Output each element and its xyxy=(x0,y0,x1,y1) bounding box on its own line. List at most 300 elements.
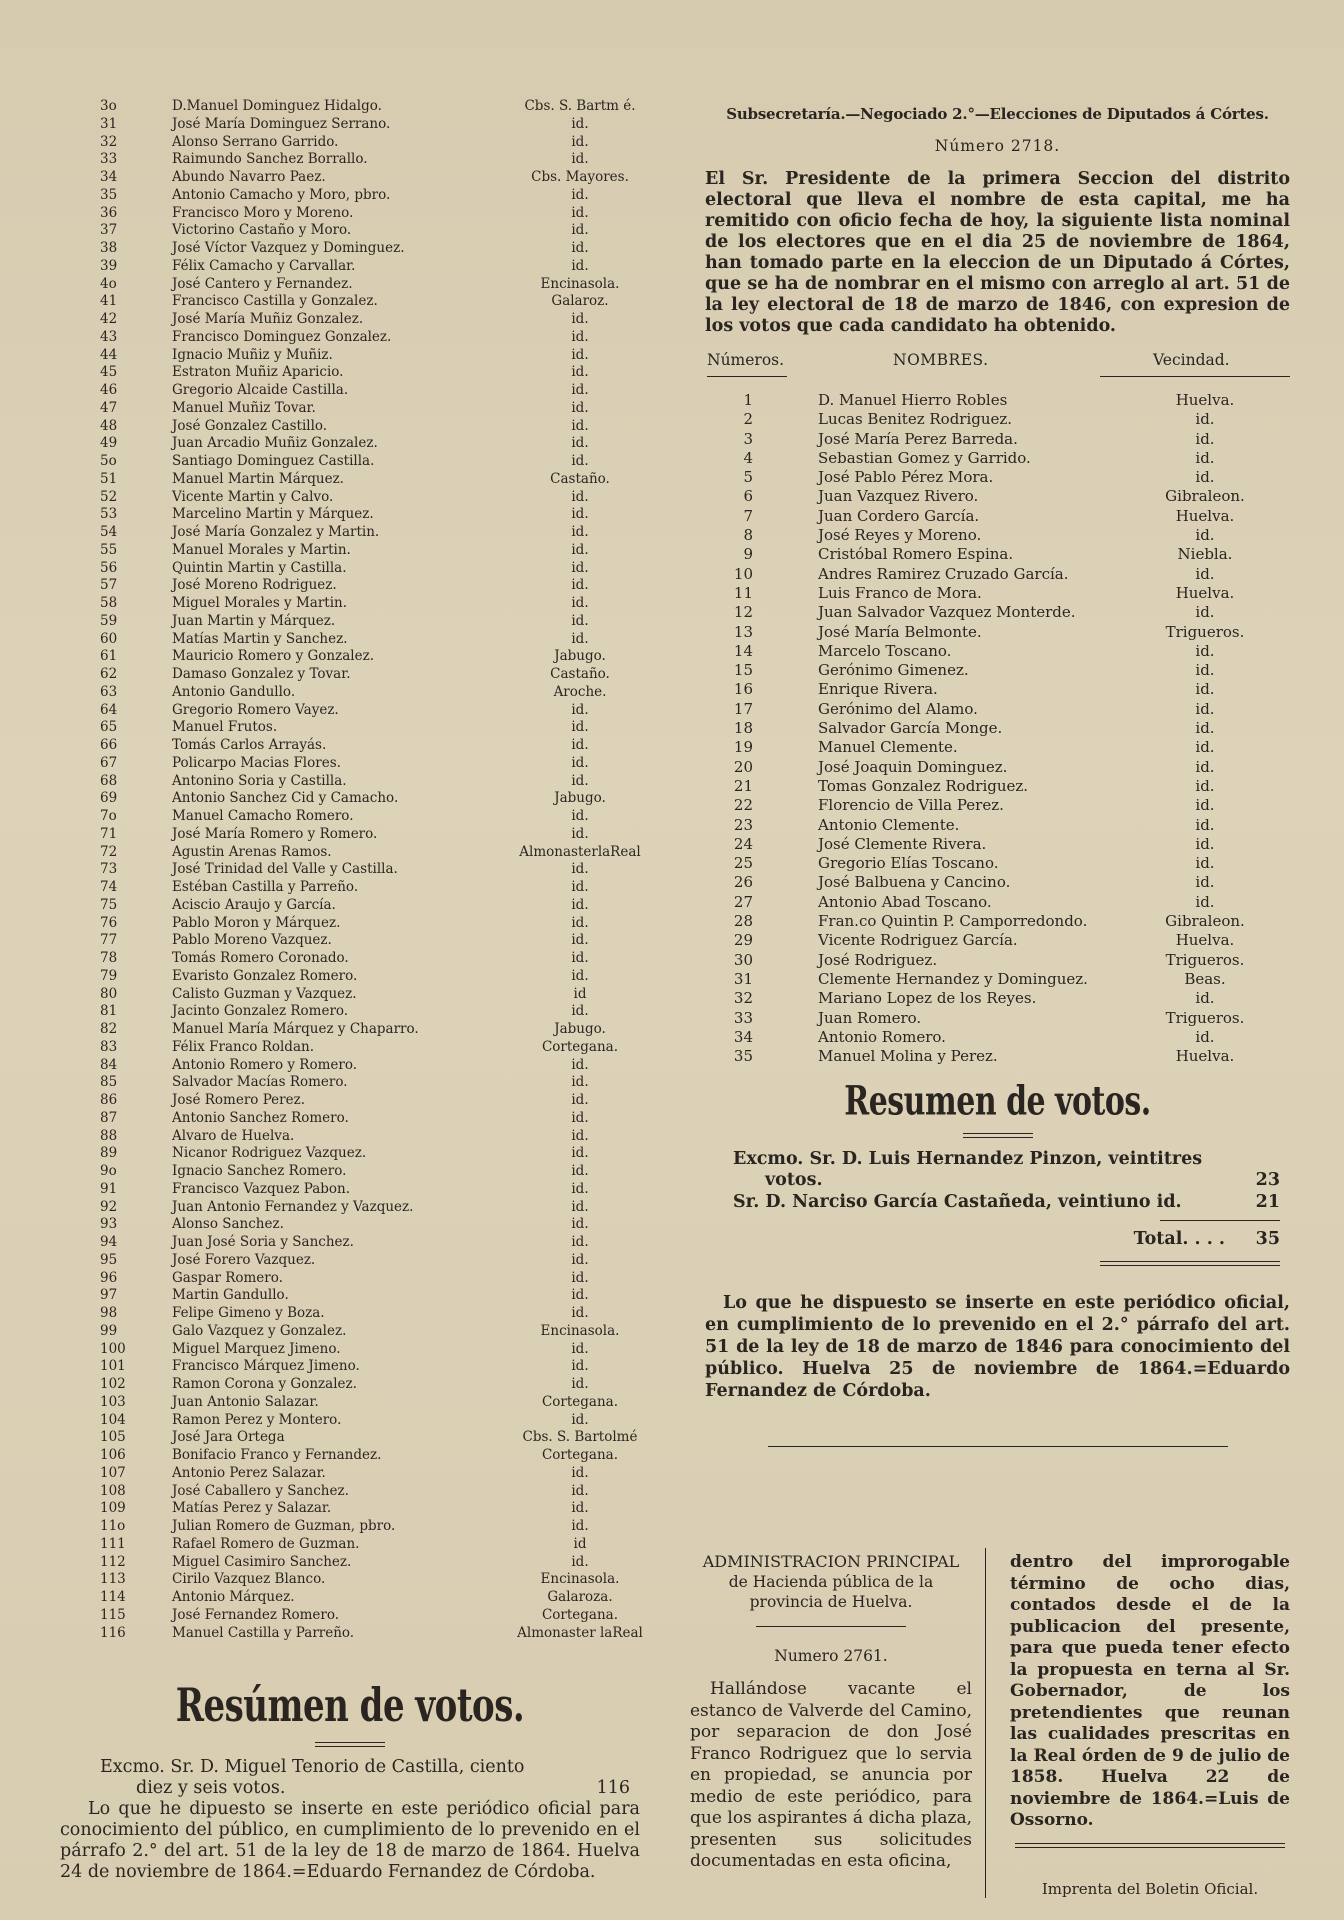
right-column xyxy=(705,105,1290,1447)
voter-number: 108 xyxy=(100,1482,126,1499)
list-item xyxy=(705,603,1290,622)
voter-name: Ramon Corona y Gonzalez. xyxy=(172,1376,357,1392)
voter-name: Mariano Lopez de los Reyes. xyxy=(818,989,1037,1008)
list-item xyxy=(705,391,1290,410)
voter-name: Antonio Gandullo. xyxy=(172,683,296,700)
list-item xyxy=(100,276,630,294)
list-item xyxy=(100,1412,630,1430)
list-item xyxy=(100,684,630,702)
list-item xyxy=(100,1287,630,1305)
voter-number: 59 xyxy=(100,612,118,629)
list-item xyxy=(705,738,1290,757)
voter-name: Jacinto Gonzalez Romero. xyxy=(172,1003,349,1020)
voter-number: 22 xyxy=(733,796,753,815)
voter-number: 63 xyxy=(100,683,118,700)
voter-number: 76 xyxy=(100,914,118,931)
left-summary-line1: Excmo. Sr. D. Miguel Tenorio de Castilla, ciento xyxy=(100,1757,525,1777)
voter-residence: id. xyxy=(571,1074,589,1091)
list-item xyxy=(100,400,630,418)
voter-residence: Beas. xyxy=(1184,969,1226,988)
list-item xyxy=(100,577,630,595)
voter-name: Gaspar Romero. xyxy=(172,1269,283,1286)
list-item xyxy=(705,468,1290,487)
voter-number: 21 xyxy=(733,776,753,795)
list-item xyxy=(100,1536,630,1554)
voter-residence: id. xyxy=(571,1411,589,1428)
voter-name: Antonio Abad Toscano. xyxy=(818,892,992,911)
voter-residence: Gibraleon. xyxy=(1165,912,1245,931)
list-item xyxy=(705,854,1290,873)
voter-residence: id. xyxy=(571,453,589,469)
voter-number: 111 xyxy=(100,1535,126,1552)
list-item xyxy=(100,205,630,223)
voter-residence: id. xyxy=(571,133,589,150)
voter-residence: id. xyxy=(571,1092,589,1108)
voter-name: Manuel Clemente. xyxy=(818,738,958,757)
voter-number: 75 xyxy=(100,896,118,913)
list-item xyxy=(705,565,1290,584)
voter-number: 8 xyxy=(743,526,753,545)
voter-residence: id. xyxy=(571,559,589,576)
voter-residence: id. xyxy=(571,204,589,221)
voter-number: 11o xyxy=(100,1518,126,1534)
list-item xyxy=(100,1341,630,1359)
voter-number: 104 xyxy=(100,1411,126,1428)
voter-name: Sebastian Gomez y Garrido. xyxy=(818,448,1031,467)
voter-residence: id. xyxy=(571,967,589,984)
list-item xyxy=(100,1057,630,1075)
col-numeros: Números. xyxy=(707,351,785,369)
list-item xyxy=(705,430,1290,449)
voter-residence: id xyxy=(573,985,587,1002)
list-item xyxy=(100,1003,630,1021)
voter-residence: id. xyxy=(571,1145,589,1162)
list-item xyxy=(100,560,630,578)
voter-residence: id. xyxy=(571,1109,589,1126)
voter-name: Juan Martin y Márquez. xyxy=(172,612,336,629)
voter-name: Damaso Gonzalez y Tovar. xyxy=(172,666,351,682)
list-item xyxy=(705,951,1290,970)
voter-name: Ignacio Sanchez Romero. xyxy=(172,1163,347,1179)
voter-name: Cirilo Vazquez Blanco. xyxy=(172,1571,326,1588)
voter-residence: Huelva. xyxy=(1175,583,1235,602)
voter-number: 100 xyxy=(100,1340,126,1357)
voter-residence: id. xyxy=(571,754,589,771)
voter-number: 25 xyxy=(733,854,753,873)
voter-residence: id. xyxy=(571,1216,589,1233)
voter-name: Santiago Dominguez Castilla. xyxy=(172,453,375,469)
list-item xyxy=(705,449,1290,468)
voter-residence: Cbs. Mayores. xyxy=(531,169,629,185)
voter-name: José Moreno Rodriguez. xyxy=(172,577,337,594)
voter-number: 32 xyxy=(733,989,753,1008)
voter-residence: id. xyxy=(571,257,589,274)
voter-name: Raimundo Sanchez Borrallo. xyxy=(172,151,368,168)
voter-name: Enrique Rivera. xyxy=(818,680,938,699)
voter-number: 30 xyxy=(733,950,753,969)
voter-name: Evaristo Gonzalez Romero. xyxy=(172,967,358,984)
voter-number: 41 xyxy=(100,293,118,310)
voter-number: 13 xyxy=(733,622,753,641)
list-item xyxy=(100,382,630,400)
voter-name: Vicente Martin y Calvo. xyxy=(172,488,334,505)
voter-residence: id. xyxy=(571,488,589,505)
voter-name: José Forero Vazquez. xyxy=(172,1251,316,1268)
col-vecindad: Vecindad. xyxy=(1153,351,1230,369)
voter-name: José Reyes y Moreno. xyxy=(818,526,982,545)
voter-residence: Cbs. S. Bartolmé xyxy=(522,1429,638,1446)
voter-number: 66 xyxy=(100,737,118,753)
voter-residence: id. xyxy=(571,1234,589,1250)
voter-residence: id. xyxy=(1195,526,1215,545)
list-item xyxy=(100,347,630,365)
list-item xyxy=(705,989,1290,1008)
voter-number: 60 xyxy=(100,630,118,647)
list-item xyxy=(100,826,630,844)
voter-residence: id. xyxy=(571,825,589,842)
voter-number: 94 xyxy=(100,1234,118,1250)
voter-name: D.Manuel Dominguez Hidalgo. xyxy=(172,98,382,114)
voter-residence: id. xyxy=(571,311,589,327)
list-item xyxy=(100,1199,630,1217)
total-amount: 35 xyxy=(1255,1229,1280,1250)
list-item xyxy=(100,471,630,489)
voter-residence: Gibraleon. xyxy=(1165,487,1245,506)
voter-residence: id. xyxy=(571,399,589,416)
voter-number: 87 xyxy=(100,1109,118,1126)
voter-name: José Balbuena y Cancino. xyxy=(818,873,1011,892)
voter-residence: Cortegana. xyxy=(541,1038,619,1055)
list-item xyxy=(100,1500,630,1518)
list-item xyxy=(100,1624,643,1643)
voter-number: 80 xyxy=(100,985,118,1002)
voter-residence: id. xyxy=(571,595,589,611)
voter-number: 72 xyxy=(100,843,118,860)
voter-number: 5o xyxy=(100,453,117,469)
voter-number: 65 xyxy=(100,719,118,736)
column-separator xyxy=(985,1548,986,1898)
voter-number: 101 xyxy=(100,1358,126,1375)
list-item xyxy=(100,453,630,471)
voter-residence: id. xyxy=(571,1251,589,1268)
left-voter-list xyxy=(100,98,643,1642)
list-item xyxy=(100,364,630,382)
voter-residence: id. xyxy=(571,186,589,203)
list-item xyxy=(705,680,1290,699)
list-item xyxy=(100,489,630,507)
list-item xyxy=(705,410,1290,429)
list-item xyxy=(100,737,630,755)
list-item xyxy=(705,661,1290,680)
voter-name: Francisco Vazquez Pabon. xyxy=(172,1180,351,1197)
voter-number: 74 xyxy=(100,879,118,895)
voter-residence: id. xyxy=(571,1163,589,1179)
voter-number: 102 xyxy=(100,1376,126,1392)
voter-number: 86 xyxy=(100,1092,118,1108)
voter-name: Juan Antonio Salazar. xyxy=(172,1393,319,1410)
list-item xyxy=(100,631,630,649)
list-item xyxy=(705,796,1290,815)
voter-number: 15 xyxy=(733,661,753,680)
voter-number: 105 xyxy=(100,1429,126,1446)
voter-name: Antonio Perez Salazar. xyxy=(172,1464,326,1481)
vote1-amount: 23 xyxy=(1255,1170,1280,1191)
voter-name: José Joaquin Dominguez. xyxy=(818,757,1008,776)
voter-name: Mauricio Romero y Gonzalez. xyxy=(172,648,374,665)
voter-name: Antonino Soria y Castilla. xyxy=(172,772,347,789)
list-item xyxy=(100,773,630,791)
voter-name: Gregorio Alcaide Castilla. xyxy=(172,382,349,398)
voter-name: Juan Romero. xyxy=(818,1008,922,1027)
list-item xyxy=(100,1394,630,1412)
voter-residence: Huelva. xyxy=(1175,1047,1235,1066)
voter-residence: Almonaster laReal xyxy=(517,1624,643,1641)
voter-name: Antonio Romero y Romero. xyxy=(172,1056,358,1073)
voter-residence: id. xyxy=(1195,776,1215,795)
voter-name: José María Muñiz Gonzalez. xyxy=(172,311,364,327)
voter-residence: id. xyxy=(571,1127,589,1144)
voter-residence: id. xyxy=(1195,989,1215,1008)
list-item xyxy=(705,931,1290,950)
right-vote-summary xyxy=(705,1148,1290,1402)
left-summary-paragraph: Lo que he dipuesto se inserte en este periódico oficial para conocimiento del público, en cumplimiento de lo prevenido en el párrafo 2.° del art. 51 de la ley de 18 de marzo de 1864. Huelva 24 de noviembre de 1864.=Eduardo Fernandez de Córdoba. xyxy=(60,1799,640,1882)
voter-name: Salvador Macías Romero. xyxy=(172,1074,348,1091)
list-item xyxy=(100,542,630,560)
voter-name: Tomás Carlos Arrayás. xyxy=(172,737,327,753)
voter-residence: id. xyxy=(1195,854,1215,873)
list-item xyxy=(100,1429,638,1447)
list-item xyxy=(100,613,630,631)
voter-residence: Cbs. S. Bartm é. xyxy=(524,98,636,114)
list-item xyxy=(100,329,630,347)
list-item xyxy=(100,968,630,986)
voter-residence: Encinasola. xyxy=(540,1322,620,1339)
voter-name: Gerónimo del Alamo. xyxy=(818,699,978,718)
list-item xyxy=(705,545,1290,564)
voter-residence: id. xyxy=(571,524,589,540)
voter-name: Abundo Navarro Paez. xyxy=(172,169,326,185)
voter-residence: id. xyxy=(571,612,589,629)
voter-residence: id. xyxy=(1195,564,1215,583)
voter-number: 39 xyxy=(100,257,118,274)
voter-name: Manuel Castilla y Parreño. xyxy=(172,1624,355,1641)
voter-name: Francisco Dominguez Gonzalez. xyxy=(172,328,392,345)
list-item xyxy=(705,623,1290,642)
voter-number: 93 xyxy=(100,1216,118,1233)
voter-name: Tomás Romero Coronado. xyxy=(172,950,349,966)
list-item xyxy=(100,1270,630,1288)
voter-number: 107 xyxy=(100,1464,126,1481)
voter-residence: id. xyxy=(1195,873,1215,892)
voter-number: 37 xyxy=(100,222,118,239)
voter-number: 19 xyxy=(733,738,753,757)
list-item xyxy=(100,1216,630,1234)
voter-name: Juan Arcadio Muñiz Gonzalez. xyxy=(172,435,378,452)
voter-number: 92 xyxy=(100,1198,118,1215)
voter-residence: id. xyxy=(571,772,589,789)
vote2-amount: 21 xyxy=(1255,1192,1280,1213)
voter-name: Francisco Moro y Moreno. xyxy=(172,204,354,221)
list-item xyxy=(100,258,630,276)
voter-name: Bonifacio Franco y Fernandez. xyxy=(172,1447,382,1463)
voter-residence: id. xyxy=(571,364,589,381)
voter-residence: id. xyxy=(571,577,589,594)
voter-number: 48 xyxy=(100,417,118,434)
voter-residence: Galaroz. xyxy=(551,293,609,310)
voter-residence: id. xyxy=(571,630,589,647)
voter-name: Antonio Sanchez Cid y Camacho. xyxy=(172,790,399,807)
list-item xyxy=(100,755,630,773)
voter-residence: id. xyxy=(571,1287,589,1304)
voter-residence: id. xyxy=(571,435,589,452)
voter-number: 62 xyxy=(100,666,118,682)
voter-name: José Clemente Rivera. xyxy=(818,834,987,853)
left-summary-amount: 116 xyxy=(596,1778,630,1798)
admin-notice xyxy=(690,1552,972,1873)
voter-number: 29 xyxy=(733,931,753,950)
list-item xyxy=(100,897,630,915)
list-item xyxy=(100,1589,630,1607)
list-item xyxy=(100,293,630,311)
voter-name: Juan Vazquez Rivero. xyxy=(818,487,979,506)
voter-number: 14 xyxy=(733,641,753,660)
voter-name: José Fernandez Romero. xyxy=(172,1606,340,1623)
voter-name: Policarpo Macias Flores. xyxy=(172,754,341,771)
list-item xyxy=(705,873,1290,892)
voter-residence: id. xyxy=(571,346,589,363)
list-item xyxy=(100,790,630,808)
voter-name: Pablo Moreno Vazquez. xyxy=(172,932,332,949)
voter-number: 38 xyxy=(100,240,118,256)
list-item xyxy=(705,777,1290,796)
list-item xyxy=(705,1028,1290,1047)
voter-number: 34 xyxy=(100,169,118,185)
list-item xyxy=(100,1074,630,1092)
list-item xyxy=(705,487,1290,506)
voter-number: 31 xyxy=(100,115,118,132)
voter-residence: Encinasola. xyxy=(540,1571,620,1588)
voter-name: Félix Camacho y Carvallar. xyxy=(172,257,356,274)
voter-name: Estraton Muñiz Aparicio. xyxy=(172,364,344,381)
voter-name: Marcelo Toscano. xyxy=(818,641,952,660)
voter-number: 4o xyxy=(100,275,117,292)
voter-name: Clemente Hernandez y Dominguez. xyxy=(818,969,1088,988)
list-item xyxy=(100,719,630,737)
voter-residence: id. xyxy=(571,1198,589,1215)
voter-number: 78 xyxy=(100,950,118,966)
voter-name: Nicanor Rodriguez Vazquez. xyxy=(172,1145,367,1162)
list-item xyxy=(100,1571,630,1589)
voter-number: 45 xyxy=(100,364,118,381)
voter-number: 47 xyxy=(100,399,118,416)
voter-number: 1 xyxy=(743,391,753,409)
voter-residence: id. xyxy=(1195,429,1215,448)
voter-number: 57 xyxy=(100,577,118,594)
voter-residence: Galaroza. xyxy=(547,1589,613,1605)
voter-number: 2 xyxy=(743,410,753,429)
voter-name: Ramon Perez y Montero. xyxy=(172,1411,342,1428)
voter-number: 113 xyxy=(100,1571,126,1588)
voter-number: 73 xyxy=(100,861,118,878)
voter-name: José María Perez Barreda. xyxy=(818,429,1018,448)
voter-number: 9o xyxy=(100,1163,117,1179)
voter-name: Lucas Benitez Rodriguez. xyxy=(818,410,1013,429)
vote1-line-b: votos. xyxy=(765,1170,823,1191)
voter-number: 61 xyxy=(100,648,118,665)
list-item xyxy=(100,1358,630,1376)
voter-number: 35 xyxy=(733,1047,753,1066)
voter-residence: id. xyxy=(571,1340,589,1357)
voter-residence: Trigueros. xyxy=(1165,622,1245,641)
voter-name: Manuel Molina y Perez. xyxy=(818,1047,998,1066)
voter-name: José Jara Ortega xyxy=(172,1429,285,1446)
left-summary-line2: diez y seis votos. xyxy=(136,1778,286,1798)
voter-residence: id. xyxy=(571,541,589,558)
list-item xyxy=(705,816,1290,835)
voter-name: Cristóbal Romero Espina. xyxy=(818,545,1014,564)
voter-number: 32 xyxy=(100,133,118,150)
list-item xyxy=(705,642,1290,661)
voter-residence: id. xyxy=(571,914,589,931)
divider xyxy=(315,1742,385,1747)
voter-number: 12 xyxy=(733,603,753,622)
voter-name: Antonio Márquez. xyxy=(172,1589,295,1605)
list-item xyxy=(705,507,1290,526)
list-item xyxy=(100,595,630,613)
voter-name: Manuel María Márquez y Chaparro. xyxy=(172,1021,419,1037)
list-item xyxy=(705,1047,1290,1066)
voter-name: Alonso Sanchez. xyxy=(172,1216,284,1233)
voter-residence: Huelva. xyxy=(1175,506,1235,525)
voter-name: Tomas Gonzalez Rodriguez. xyxy=(818,776,1029,795)
voter-residence: id. xyxy=(1195,641,1215,660)
voter-number: 33 xyxy=(100,151,118,168)
voter-name: Estéban Castilla y Parreño. xyxy=(172,879,359,895)
voter-name: Fran.co Quintin P. Camporredondo. xyxy=(818,912,1088,931)
list-item xyxy=(100,116,630,134)
voter-residence: id. xyxy=(571,222,589,239)
list-item xyxy=(100,1021,630,1039)
voter-name: Antonio Sanchez Romero. xyxy=(172,1109,349,1126)
voter-number: 4 xyxy=(743,448,753,467)
voter-residence: id. xyxy=(571,1269,589,1286)
voter-number: 69 xyxy=(100,790,118,807)
voter-name: Félix Franco Roldan. xyxy=(172,1038,314,1055)
voter-number: 84 xyxy=(100,1056,118,1073)
list-item xyxy=(100,1145,630,1163)
voter-number: 16 xyxy=(733,680,753,699)
voter-name: Salvador García Monge. xyxy=(818,719,1003,738)
voter-name: José Gonzalez Castillo. xyxy=(172,417,328,434)
list-item xyxy=(100,1465,630,1483)
printer-imprint: Imprenta del Boletin Oficial. xyxy=(1041,1880,1259,1898)
voter-name: Quintin Martin y Castilla. xyxy=(172,559,347,576)
voter-residence: id. xyxy=(1195,738,1215,757)
voter-residence: id. xyxy=(571,896,589,913)
list-item xyxy=(100,1376,630,1394)
voter-name: Juan Cordero García. xyxy=(818,506,980,525)
voter-name: Miguel Morales y Martin. xyxy=(172,595,348,611)
voter-name: Francisco Castilla y Gonzalez. xyxy=(172,293,378,310)
list-item xyxy=(100,1323,630,1341)
voter-number: 82 xyxy=(100,1021,118,1037)
voter-residence: id. xyxy=(571,1056,589,1073)
voter-residence: id. xyxy=(571,382,589,398)
voter-name: D. Manuel Hierro Robles xyxy=(818,391,1008,409)
voter-number: 43 xyxy=(100,328,118,345)
voter-number: 64 xyxy=(100,701,118,718)
list-item xyxy=(100,808,630,826)
